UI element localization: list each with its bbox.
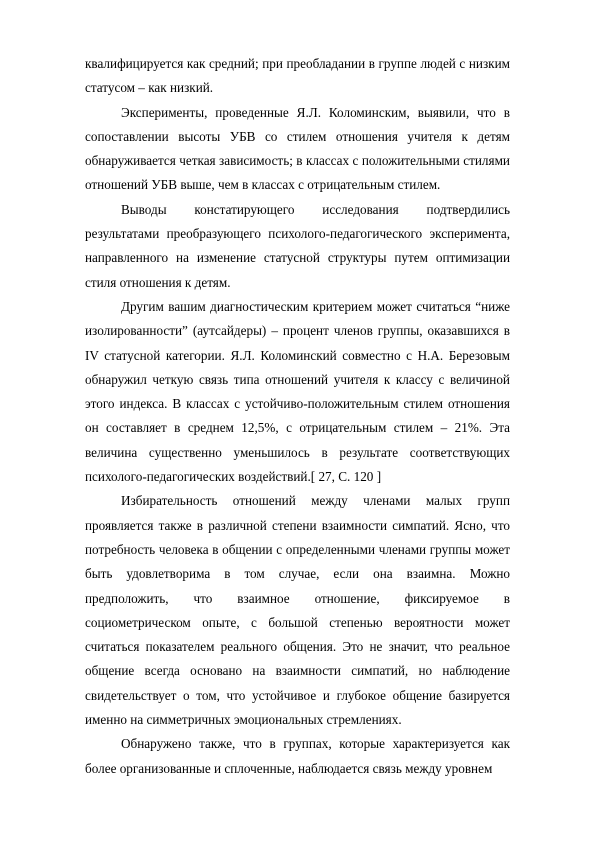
paragraph-selectivity: Избирательность отношений между членами малых групп проявляется также в различной степени взаимности симпатий. Ясно, что потребность человека в общении с определенными членами группы может быть удовлетворима в том случае, если она взаимна. Можно предположить, что взаимное отношение, фиксируемое в социометрическом опыте, с большой степенью вероятности может считаться показателем реального общения. Это не значит, что реальное общение всегда основано на взаимности симпатий, но наблюдение свидетельствует о том, что устойчивое и глубокое общение базируется именно на симметричных эмоциональных стремлениях. [85,493,510,728]
paragraph-findings: Выводы констатирующего исследования подтвердились результатами преобразующего психолого-педагогического эксперимента, направленного на изменение статусной структуры путем оптимизации стиля отношения к детям. [85,201,510,290]
paragraph-isolation-criterion: Другим вашим диагностическим критерием может считаться “ниже изолированности” (аутсайдеры) – процент членов группы, оказавшихся в IV статусной категории. Я.Л. Коломинский совместно с Н.А. Березовым обнаружил четкую связь типа отношений учителя к классу с величиной этого индекса. В классах с устойчиво-положительным стилем отношения он составляет в среднем 12,5%, с отрицательным стилем – 21%. Эта величина существенно уменьшилось в результате соответствующих психолого-педагогических воздействий.[ 27, С. 120 ] [85,298,510,485]
paragraph-organized-groups: Обнаружено также, что в группах, которые характеризуется как более организованные и сплоченные, наблюдается связь между уровнем [85,736,510,776]
body-text [85,52,510,781]
paragraph-kolominsky-experiments: Эксперименты, проведенные Я.Л. Коломинским, выявили, что в сопоставлении высоты УБВ со стилем отношения учителя к детям обнаруживается четкая зависимость; в классах с положительными стилями отношений УБВ выше, чем в классах с отрицательным стилем. [85,104,510,193]
paragraph-status-level: квалифицируется как средний; при преобладании в группе людей с низким статусом – как низкий. [85,56,510,96]
